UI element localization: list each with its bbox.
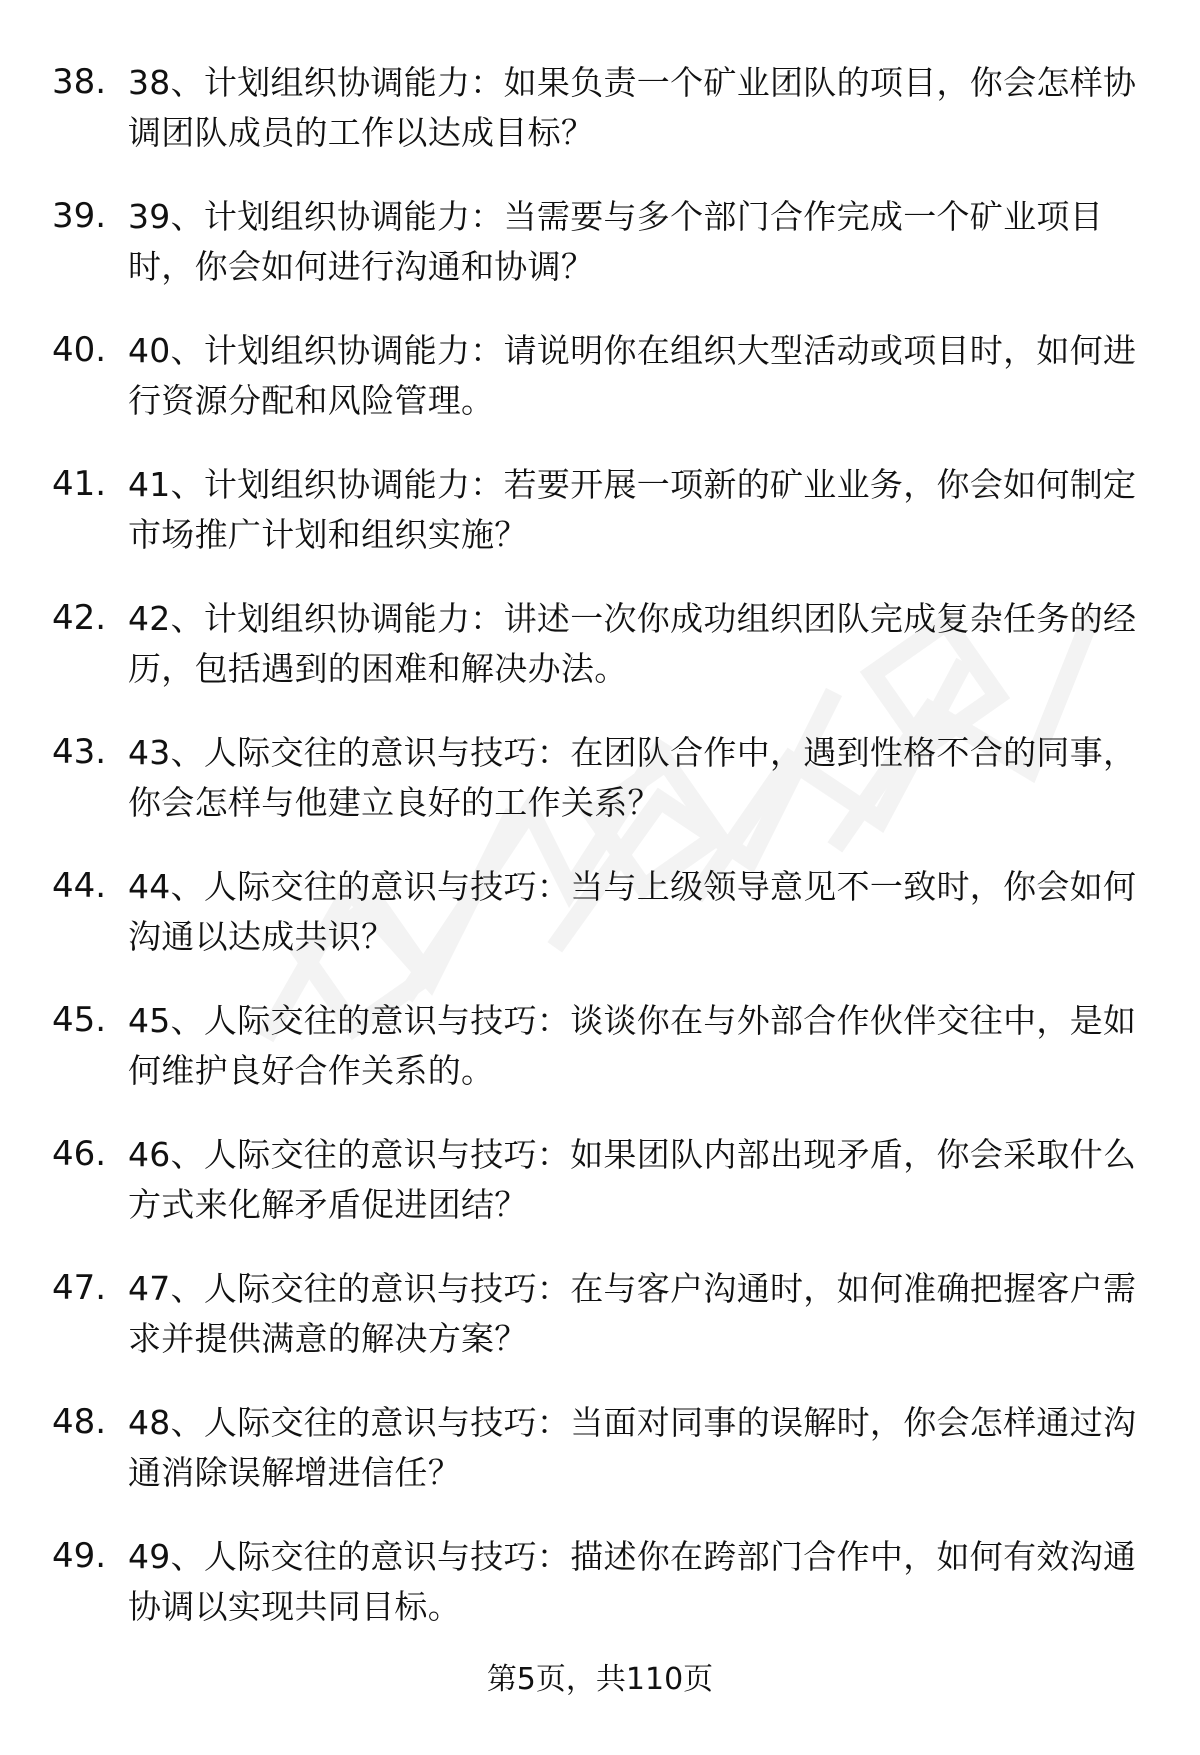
item-number: 43.	[52, 732, 107, 772]
item-number: 47.	[52, 1268, 107, 1308]
question-text: 42、计划组织协调能力：讲述一次你成功组织团队完成复杂任务的经历，包括遇到的困难和解决办法。	[128, 599, 1137, 688]
item-number: 45.	[52, 1000, 107, 1040]
list-item	[0, 862, 1200, 982]
list-item	[0, 460, 1200, 580]
question-text: 43、人际交往的意识与技巧：在团队合作中，遇到性格不合的同事，你会怎样与他建立良好的工作关系？	[128, 733, 1137, 822]
item-number: 39.	[52, 196, 107, 236]
list-item	[0, 594, 1200, 714]
list-item	[0, 1532, 1200, 1652]
question-text: 40、计划组织协调能力：请说明你在组织大型活动或项目时，如何进行资源分配和风险管理。	[128, 331, 1137, 420]
question-text: 49、人际交往的意识与技巧：描述你在跨部门合作中，如何有效沟通协调以实现共同目标。	[128, 1537, 1137, 1626]
list-item	[0, 728, 1200, 848]
question-list	[0, 58, 1200, 1666]
item-number: 41.	[52, 464, 107, 504]
page-footer: 第5页，共110页	[486, 1662, 714, 1697]
question-text: 45、人际交往的意识与技巧：谈谈你在与外部合作伙伴交往中，是如何维护良好合作关系的。	[128, 1001, 1137, 1090]
list-item	[0, 192, 1200, 312]
item-number: 38.	[52, 62, 107, 102]
question-text: 39、计划组织协调能力：当需要与多个部门合作完成一个矿业项目时，你会如何进行沟通和协调？	[128, 197, 1103, 286]
item-number: 40.	[52, 330, 107, 370]
list-item	[0, 1130, 1200, 1250]
list-item	[0, 1398, 1200, 1518]
question-text: 46、人际交往的意识与技巧：如果团队内部出现矛盾，你会采取什么方式来化解矛盾促进团结？	[128, 1135, 1137, 1224]
list-item	[0, 996, 1200, 1116]
question-text: 44、人际交往的意识与技巧：当与上级领导意见不一致时，你会如何沟通以达成共识？	[128, 867, 1137, 956]
list-item	[0, 1264, 1200, 1384]
question-text: 47、人际交往的意识与技巧：在与客户沟通时，如何准确把握客户需求并提供满意的解决方案？	[128, 1269, 1137, 1358]
item-number: 46.	[52, 1134, 107, 1174]
item-number: 48.	[52, 1402, 107, 1442]
item-number: 44.	[52, 866, 107, 906]
question-text: 38、计划组织协调能力：如果负责一个矿业团队的项目，你会怎样协调团队成员的工作以达成目标？	[128, 63, 1137, 152]
list-item	[0, 326, 1200, 446]
item-number: 49.	[52, 1536, 107, 1576]
question-text: 41、计划组织协调能力：若要开展一项新的矿业业务，你会如何制定市场推广计划和组织实施？	[128, 465, 1137, 554]
list-item	[0, 58, 1200, 178]
item-number: 42.	[52, 598, 107, 638]
question-text: 48、人际交往的意识与技巧：当面对同事的误解时，你会怎样通过沟通消除误解增进信任？	[128, 1403, 1137, 1492]
